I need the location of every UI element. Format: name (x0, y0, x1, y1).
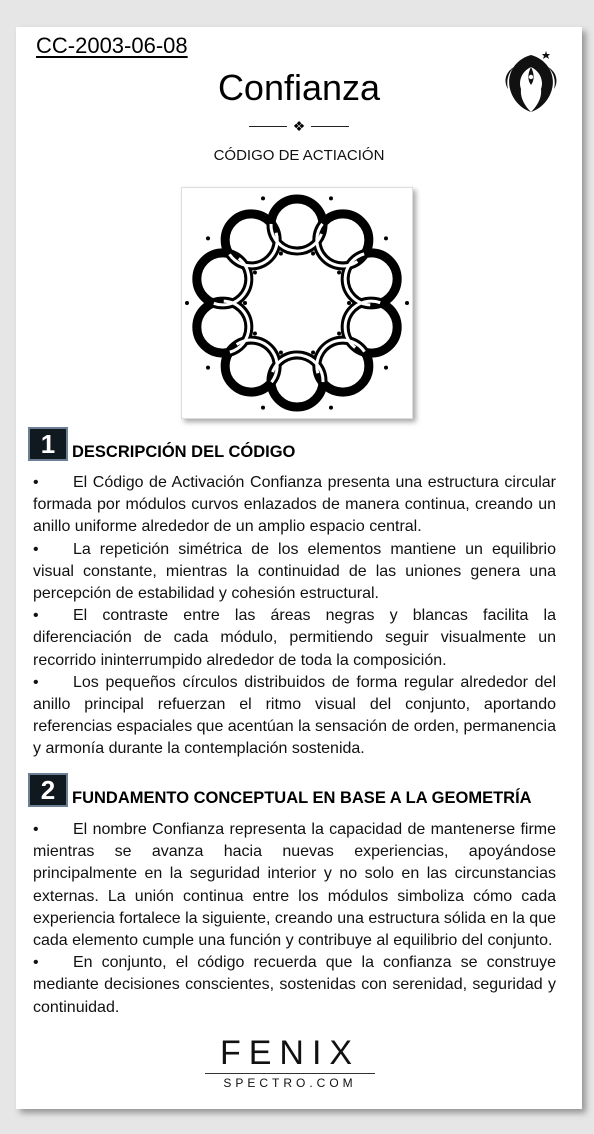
page-title: Confianza (217, 67, 381, 108)
symbol-dot (243, 301, 247, 305)
section-1-heading (28, 427, 295, 461)
symbol-dot (185, 301, 189, 305)
bullet-icon: • (33, 954, 39, 972)
symbol-dot (329, 196, 333, 200)
symbol-dot (261, 406, 265, 410)
ornament-line-left (249, 126, 287, 127)
symbol-dot (337, 332, 341, 336)
list-item: • El contraste entre las áreas negras y blancas facilita la diferenciación de cada módulo, permitiendo seguir visualmente un recorrido ininterrumpido alrededor de toda la composición. (33, 607, 556, 669)
footer-domain: SPECTRO.COM (223, 1076, 357, 1090)
footer-logo (205, 1036, 375, 1090)
symbol-dot (206, 236, 210, 240)
section-1-list (33, 472, 556, 761)
symbol-dot (279, 252, 283, 256)
footer-brand: FENIX (219, 1034, 361, 1072)
list-item: • El nombre Confianza representa la capacidad de mantenerse firme mientras se avanza hacia nuevas experiencias, apoyándose principalmente en la seguridad interior y no solo en las circunstancias externas. La unión continua entre los módulos simboliza cómo cada experiencia fortalece la siguiente, creando una estructura sólida en la que cada elemento cumple una función y contribuye al equilibrio del conjunto. (33, 821, 556, 950)
symbol-dot (347, 301, 351, 305)
symbol-dot (337, 270, 341, 274)
bullet-icon: • (33, 540, 39, 558)
symbol-dot (384, 366, 388, 370)
symbol-dot (311, 350, 315, 354)
symbol-image (181, 187, 413, 419)
symbol-dot (253, 270, 257, 274)
section-2-heading (28, 773, 532, 807)
symbol-dot (311, 252, 315, 256)
bullet-icon: • (33, 474, 39, 491)
bullet-icon: • (33, 607, 39, 625)
list-item: • En conjunto, el código recuerda que la confianza se construye mediante decisiones conscientes, sostenidas con serenidad, seguridad y continuidad. (33, 954, 556, 1016)
list-item: • Los pequeños círculos distribuidos de forma regular alrededor del anillo principal refuerzan el ritmo visual del conjunto, aportando referencias espaciales que acentúan la sensación de orden, permanencia y armonía durante la contemplación sostenida. (33, 673, 557, 758)
symbol-dot (279, 350, 283, 354)
interlaced-ring-symbol (182, 188, 412, 418)
footer-divider (205, 1073, 375, 1074)
list-item: • La repetición simétrica de los elementos mantiene un equilibrio visual constante, mientras la continuidad de las uniones genera una percepción de estabilidad y cohesión estructural. (33, 540, 556, 603)
section-1-number: 1 (28, 427, 68, 461)
symbol-dot (405, 301, 409, 305)
ornament-line-right (311, 126, 349, 127)
subtitle: CÓDIGO DE ACTIACIÓN (213, 147, 385, 164)
section-1-title: DESCRIPCIÓN DEL CÓDIGO (72, 443, 296, 461)
symbol-dot (329, 406, 333, 410)
symbol-dot (261, 196, 265, 200)
bullet-icon: • (33, 673, 39, 691)
section-2-list (33, 819, 556, 1019)
symbol-dot (384, 236, 388, 240)
document-card (16, 27, 582, 1109)
symbol-dot (253, 332, 257, 336)
section-2-title: FUNDAMENTO CONCEPTUAL EN BASE A LA GEOMETRÍA (72, 789, 532, 807)
list-item: • El Código de Activación Confianza presenta una estructura circular formada por módulos curvos enlazados de manera continua, creando un anillo uniforme alrededor de un amplio espacio central. (33, 474, 556, 536)
section-2-number: 2 (28, 773, 68, 807)
phoenix-icon (500, 49, 562, 115)
code-id: CC-2003-06-08 (36, 33, 188, 58)
symbol-dot (206, 366, 210, 370)
ornament-diamond-icon: ❖ (292, 118, 306, 134)
title-ornament (16, 119, 582, 133)
bullet-icon: • (33, 821, 39, 838)
